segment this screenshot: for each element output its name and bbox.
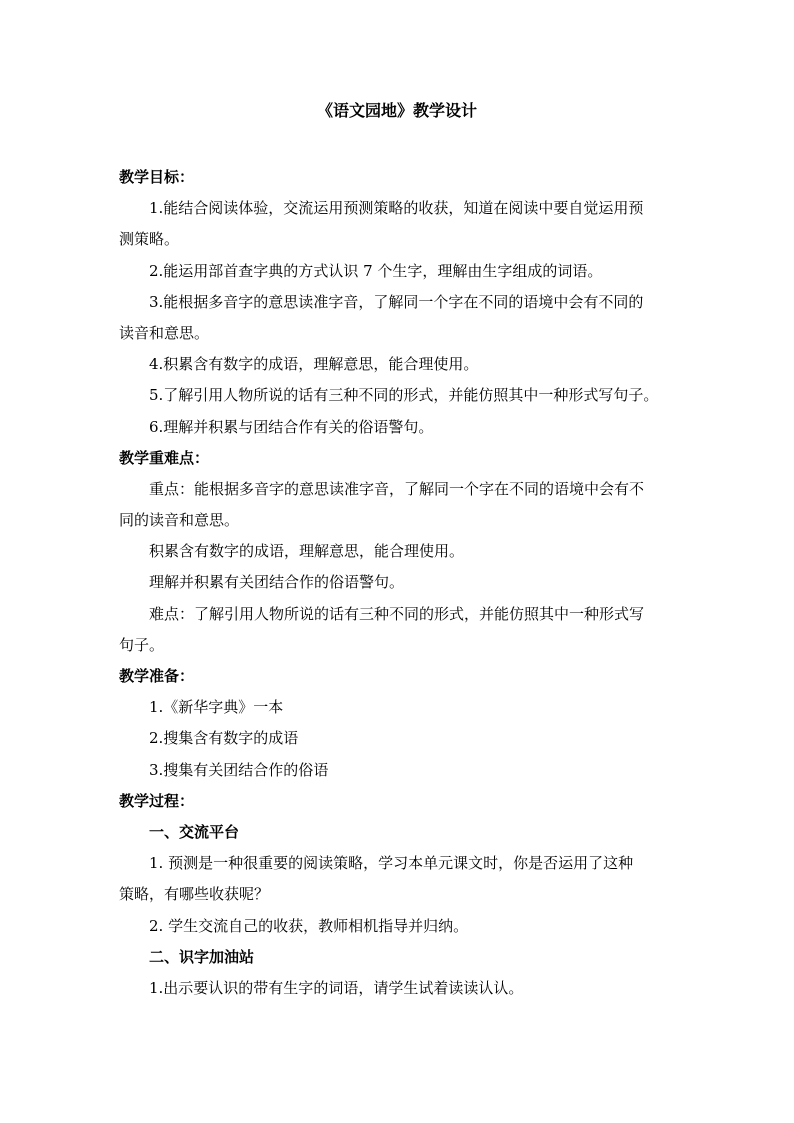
key-point-1-line-2: 同的读音和意思。	[119, 511, 240, 530]
objectives-heading: 教学目标：	[119, 168, 195, 186]
objective-1-line-1: 1.能结合阅读体验，交流运用预测策略的收获，知道在阅读中要自觉运用预	[149, 199, 644, 218]
process-heading: 教学过程：	[119, 791, 195, 810]
key-point-2: 积累含有数字的成语，理解意思，能合理使用。	[149, 542, 465, 561]
preparation-item-2: 2.搜集含有数字的成语	[149, 729, 299, 748]
preparation-heading: 教学准备：	[119, 667, 195, 685]
process-part1-item-1-line-2: 策略，有哪些收获呢？	[119, 885, 270, 904]
process-part2-item-1: 1.出示要认识的带有生字的词语，请学生试着读读认认。	[149, 978, 524, 997]
process-part1-item-1-line-1: 1. 预测是一种很重要的阅读策略，学习本单元课文时，你是否运用了这种	[149, 854, 634, 873]
objective-1-line-2: 测策略。	[119, 230, 180, 249]
objective-3-line-1: 3.能根据多音字的意思读准字音，了解同一个字在不同的语境中会有不同的	[149, 292, 644, 311]
difficulty-line-2: 句子。	[119, 635, 165, 654]
objective-6: 6.理解并积累与团结合作有关的俗语警句。	[149, 417, 434, 436]
document-title: 《语文园地》教学设计	[316, 101, 477, 120]
objective-5: 5.了解引用人物所说的话有三种不同的形式，并能仿照其中一种形式写句子。	[149, 386, 659, 405]
process-part1-heading: 一、交流平台	[149, 822, 240, 841]
key-point-1-line-1: 重点：能根据多音字的意思读准字音，了解同一个字在不同的语境中会有不	[149, 479, 645, 498]
difficulty-line-1: 难点：了解引用人物所说的话有三种不同的形式，并能仿照其中一种形式写	[149, 604, 645, 623]
objective-4: 4.积累含有数字的成语，理解意思，能合理使用。	[149, 355, 479, 374]
process-part2-heading: 二、识字加油站	[149, 947, 255, 966]
objective-3-line-2: 读音和意思。	[119, 323, 210, 342]
document-body	[119, 162, 681, 1004]
key-points-heading: 教学重难点：	[119, 448, 210, 467]
preparation-item-3: 3.搜集有关团结合作的俗语	[149, 760, 329, 779]
objective-2: 2.能运用部首查字典的方式认识 7 个生字，理解由生字组成的词语。	[149, 261, 603, 280]
process-part1-item-2: 2. 学生交流自己的收获，教师相机指导并归纳。	[149, 916, 469, 935]
key-point-3: 理解并积累有关团结合作的俗语警句。	[149, 573, 405, 592]
preparation-item-1: 1.《新华字典》一本	[149, 698, 284, 717]
